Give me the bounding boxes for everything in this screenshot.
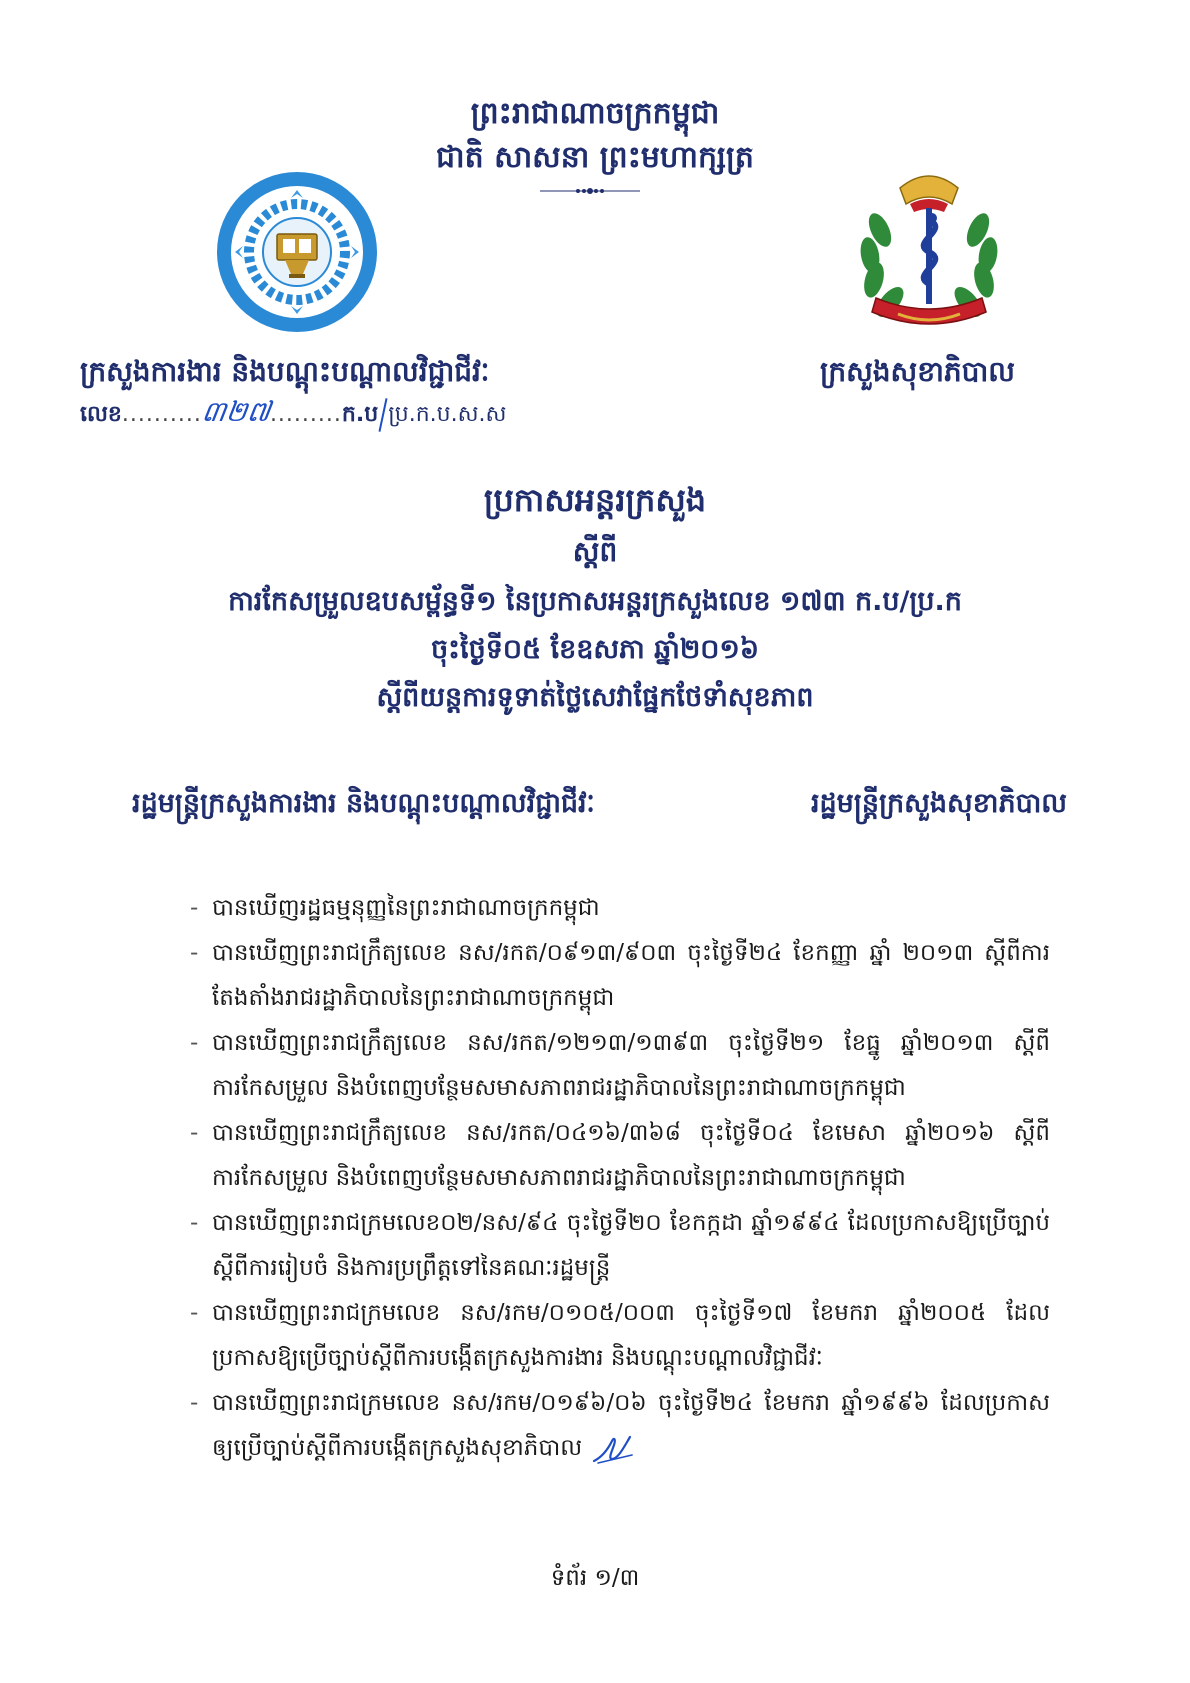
legal-reference-text: បានឃើញព្រះរាជក្រមលេខ នស/រកម/០១៩៦/០៦ ចុះថ្ងៃទី២៤ ខែមករា ឆ្នាំ១៩៩៦ ដែលប្រកាសឲ្យប្រើច្បាប់ស្តីពីការបង្កើតក្រសួងសុខាភិបាល	[212, 1390, 1050, 1461]
initials-signature	[590, 1431, 636, 1467]
subject-line: ស្តីពីយន្តការទូទាត់ថ្លៃសេវាផ្នែកថែទាំសុខភាព	[376, 682, 814, 713]
health-minister-title: រដ្ឋមន្ត្រីក្រសួងសុខាភិបាល	[810, 788, 1067, 819]
page-number: ទំព័រ ១/៣	[550, 1565, 640, 1591]
national-motto: ជាតិ សាសនា ព្រះមហាក្សត្រ	[436, 140, 754, 175]
legal-references-list	[190, 886, 1050, 1471]
reference-code-b: ប្រ.ក.ប.ស.ស	[388, 402, 507, 427]
reference-dots-a: ..........	[121, 402, 202, 427]
legal-reference-item: - បានឃើញព្រះរាជក្រឹត្យលេខ នស/រកត/០៩១៣/៩០៣ ចុះថ្ងៃទី២៤ ខែកញ្ញា ឆ្នាំ ២០១៣ ស្តីពីការតែងតាំងរាជរដ្ឋាភិបាលនៃព្រះរាជាណាចក្រកម្ពុជា	[190, 931, 1050, 1021]
subject-line: ការកែសម្រួលឧបសម្ព័ន្ធទី១ នៃប្រកាសអន្តរក្រសួងលេខ ១៧៣ ក.ប/ប្រ.ក	[228, 586, 962, 617]
health-ministry-name: ក្រសួងសុខាភិបាល	[820, 355, 1015, 388]
reference-number	[80, 392, 507, 432]
labour-minister-title: រដ្ឋមន្ត្រីក្រសួងការងារ និងបណ្តុះបណ្តាលវិជ្ជាជីវៈ	[132, 788, 595, 819]
subject-line: ចុះថ្ងៃទី០៥ ខែឧសភា ឆ្នាំ២០១៦	[431, 634, 759, 665]
reference-label: លេខ	[80, 402, 122, 427]
labour-ministry-name: ក្រសួងការងារ និងបណ្តុះបណ្តាលវិជ្ជាជីវៈ	[80, 355, 490, 388]
legal-reference-item: - បានឃើញព្រះរាជក្រមលេខ០២/នស/៩៤ ចុះថ្ងៃទី២០ ខែកក្កដា ឆ្នាំ១៩៩៤ ដែលប្រកាសឱ្យប្រើច្បាប់ស្តីពីការរៀបចំ និងការប្រព្រឹត្តទៅនៃគណៈរដ្ឋមន្ត្រី	[190, 1201, 1050, 1291]
health-ministry-logo	[840, 160, 1018, 340]
document-type-title: ប្រកាសអន្តរក្រសួង	[483, 481, 707, 519]
ornament-divider	[540, 185, 640, 197]
reference-handwritten-number: ៣២៧	[199, 395, 273, 428]
legal-reference-item: - បានឃើញព្រះរាជក្រឹត្យលេខ នស/រកត/០៤១៦/៣៦៨ ចុះថ្ងៃទី០៤ ខែមេសា ឆ្នាំ២០១៦ ស្តីពីការកែសម្រួល និងបំពេញបន្ថែមសមាសភាពរាជរដ្ឋាភិបាលនៃព្រះរាជាណាចក្រកម្ពុជា	[190, 1111, 1050, 1201]
kingdom-title: ព្រះរាជាណាចក្រកម្ពុជា	[470, 96, 720, 131]
legal-reference-item: - បានឃើញព្រះរាជក្រឹត្យលេខ នស/រកត/១២១៣/១៣៩៣ ចុះថ្ងៃទី២១ ខែធ្នូ ឆ្នាំ២០១៣ ស្តីពីការកែសម្រួល និងបំពេញបន្ថែមសមាសភាពរាជរដ្ឋាភិបាលនៃព្រះរាជាណាចក្រកម្ពុជា	[190, 1021, 1050, 1111]
reference-slash	[379, 398, 388, 432]
ministers-line	[132, 782, 1067, 826]
reference-code-a: ក.ប	[341, 402, 379, 427]
legal-reference-item: - បានឃើញរដ្ឋធម្មនុញ្ញនៃព្រះរាជាណាចក្រកម្ពុជា	[190, 886, 1050, 931]
reference-dots-b: .........	[269, 402, 342, 427]
concerning-label: ស្តីពី	[572, 535, 618, 568]
labour-ministry-logo	[213, 168, 381, 336]
document-subject	[0, 578, 1190, 722]
legal-reference-item-last	[190, 1381, 1050, 1471]
legal-reference-item: - បានឃើញព្រះរាជក្រមលេខ នស/រកម/០១០៥/០០៣ ចុះថ្ងៃទី១៧ ខែមករា ឆ្នាំ២០០៥ ដែលប្រកាសឱ្យប្រើច្បាប់ស្តីពីការបង្កើតក្រសួងការងារ និងបណ្តុះបណ្តាលវិជ្ជាជីវៈ	[190, 1291, 1050, 1381]
